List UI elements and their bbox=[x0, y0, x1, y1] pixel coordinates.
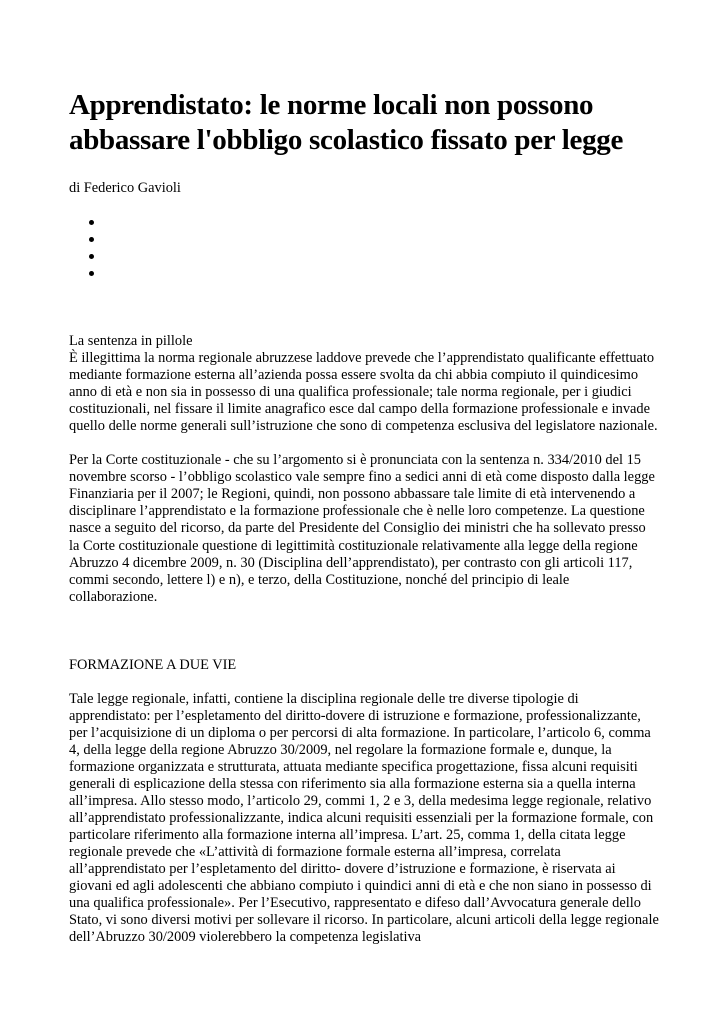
bullet-item bbox=[69, 265, 659, 282]
bullet-icon bbox=[89, 254, 94, 259]
bullet-icon bbox=[89, 271, 94, 276]
bullet-item bbox=[69, 248, 659, 265]
bullet-icon bbox=[89, 237, 94, 242]
body-paragraph: Tale legge regionale, infatti, contiene la disciplina regionale delle tre diverse tipologie di apprendistato: per l’espletamento del diritto-dovere di istruzione e formazione, professionalizzante, per l’acquisizione di un diploma o per percorsi di alta formazione. In particolare, l’articolo 6, comma 4, della legge della regione Abruzzo 30/2009, nel regolare la formazione formale e, dunque, la formazione organizzata e strutturata, attuata mediante specifica progettazione, fissa alcuni requisiti generali di esplicazione della stessa con riferimento sia alla formazione esterna sia a quella interna all’impresa. Allo stesso modo, l’articolo 29, commi 1, 2 e 3, della medesima legge regionale, relativo all’apprendistato professionalizzante, indica alcuni requisiti essenziali per la formazione formale, con particolare riferimento alla formazione interna all’impresa. L’art. 25, comma 1, della citata legge regionale prevede che «L’attività di formazione formale esterna all’impresa, correlata all’apprendistato per l’espletamento del diritto- dovere d’istruzione e formazione, è riservata ai giovani ed agli adolescenti che abbiano compiuto i quindici anni di età e che non siano in possesso di una qualifica professionale». Per l’Esecutivo, rappresentato e difeso dall’Avvocatura generale dello Stato, vi sono diversi motivi per sollevare il ricorso. In particolare, alcuni articoli della legge regionale dell’Abruzzo 30/2009 violerebbero la competenza legislativa bbox=[69, 690, 659, 946]
article-author: di Federico Gavioli bbox=[69, 180, 181, 196]
section-heading: FORMAZIONE A DUE VIE bbox=[69, 656, 237, 673]
bullet-item bbox=[69, 214, 659, 231]
lead-paragraph: È illegittima la norma regionale abruzzese laddove prevede che l’apprendistato qualificante effettuato mediante formazione esterna all’azienda possa essere svolta da chi abbia compiuto il quindicesimo anno di età e non sia in possesso di una qualifica professionale; tale norma regionale, per i giudici costituzionali, nel fissare il limite anagrafico esce dal campo della formazione professionale e invade quello delle norme generali sull’istruzione che sono di competenza esclusiva del legislatore nazionale. bbox=[69, 350, 658, 435]
article-title: Apprendistato: le norme locali non possono abbassare l'obbligo scolastico fissato per legge bbox=[69, 89, 624, 156]
lead-title: La sentenza in pillole bbox=[69, 333, 193, 349]
empty-bullet-list bbox=[69, 214, 659, 282]
bullet-item bbox=[69, 231, 659, 248]
body-paragraph: Per la Corte costituzionale - che su l’argomento si è pronunciata con la sentenza n. 334/2010 del 15 novembre scorso - l’obbligo scolastico vale sempre fino a sedici anni di età come disposto dalla legge Finanziaria per il 2007; le Regioni, quindi, non possono abbassare tale limite di età intervenendo a disciplinare l’apprendistato e la formazione professionale che è nelle loro competenze. La questione nasce a seguito del ricorso, da parte del Presidente del Consiglio dei ministri che ha sollevato presso la Corte costituzionale questione di legittimità costituzionale relativamente alla legge della regione Abruzzo 4 dicembre 2009, n. 30 (Disciplina dell’apprendistato), per contrasto con gli articoli 117, commi secondo, lettere l) e n), e terzo, della Costituzione, nonché del principio di leale collaborazione. bbox=[69, 452, 655, 605]
document-page bbox=[69, 88, 659, 946]
bullet-icon bbox=[89, 220, 94, 225]
